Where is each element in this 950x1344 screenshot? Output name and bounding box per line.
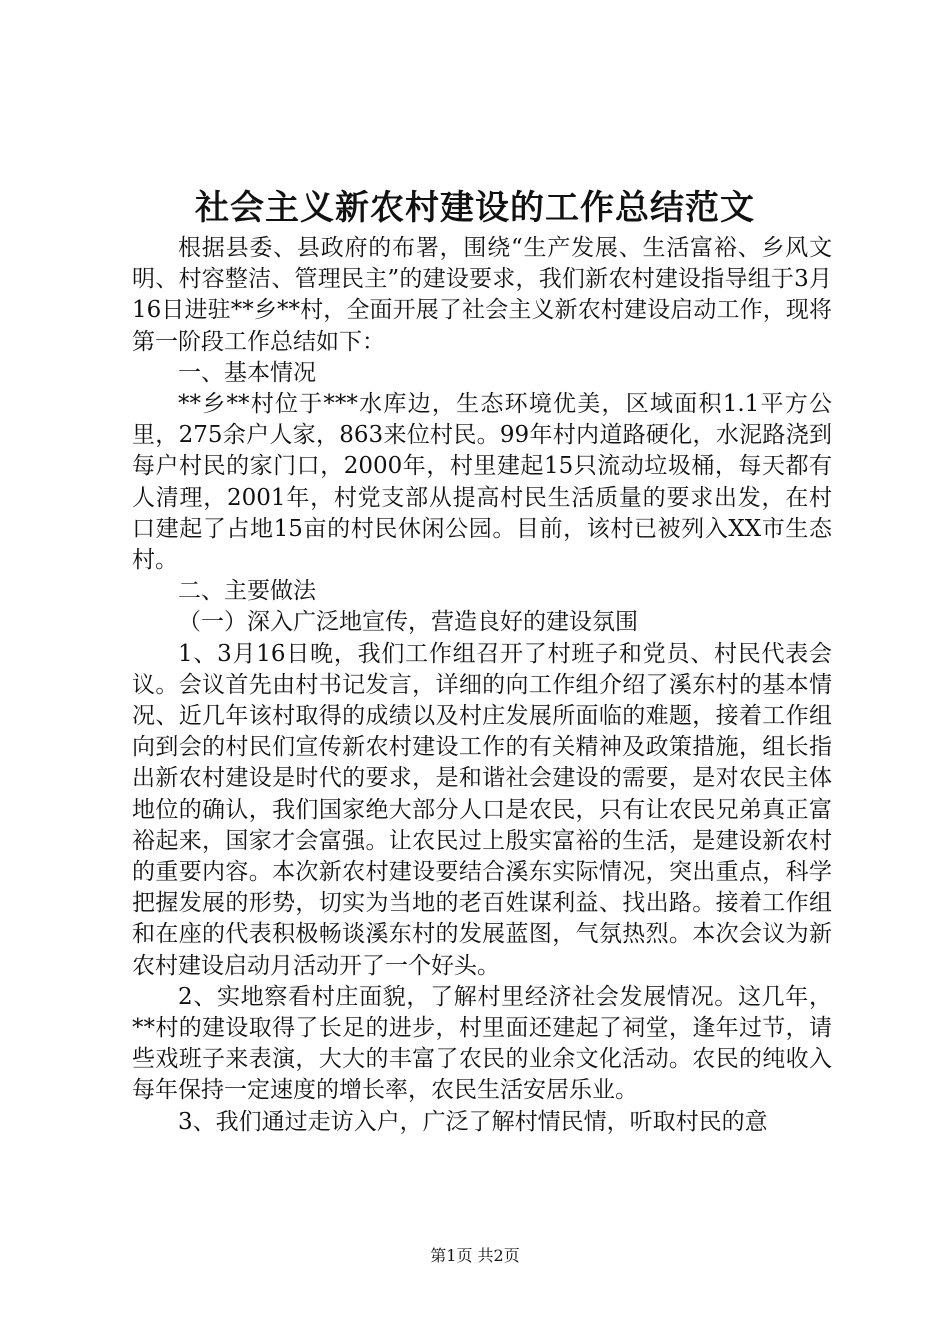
paragraph-visits: 3、我们通过走访入户，广泛了解村情民情，听取村民的意 (178, 1108, 768, 1135)
paragraph-inspection: 2、实地察看村庄面貌，了解村里经济社会发展情况。这几年，**村的建设取得了长足的进步，村里面还建起了祠堂，逢年过节，请些戏班子来表演，大大的丰富了农民的业余文化活动。农民的纯收入每年保持一定速度的增长率，农民生活安居乐业。 (132, 983, 832, 1104)
paragraph-intro: 根据县委、县政府的布署，围绕“生产发展、生活富裕、乡风文明、村容整洁、管理民主”的建设要求，我们新农村建设指导组于3月16日进驻**乡**村，全面开展了社会主义新农村建设启动工作，现将第一阶段工作总结如下： (132, 235, 832, 355)
paragraph-meeting: 1、3月16日晚，我们工作组召开了村班子和党员、村民代表会议。会议首先由村书记发言，详细的向工作组介绍了溪东村的基本情况、近几年该村取得的成绩以及村庄发展所面临的难题，接着工作组向到会的村民们宣传新农村建设工作的有关精神及政策措施，组长指出新农村建设是时代的要求，是和谐社会建设的需要，是对农民主体地位的确认，我们国家绝大部分人口是农民，只有让农民兄弟真正富裕起来，国家才会富强。让农民过上殷实富裕的生活，是建设新农村的重要内容。本次新农村建设要结合溪东实际情况，突出重点，科学把握发展的形势，切实为当地的老百姓谋利益、找出路。接着工作组和在座的代表积极畅谈溪东村的发展蓝图，气氛热烈。本次会议为新农村建设启动月活动开了一个好头。 (132, 640, 832, 979)
document-body (132, 233, 832, 1138)
subheading-publicity: （一）深入广泛地宣传，营造良好的建设氛围 (178, 609, 638, 636)
document-title: 社会主义新农村建设的工作总结范文 (195, 188, 755, 228)
page-number: 第1页 共2页 (430, 1246, 520, 1265)
heading-main-practices: 二、主要做法 (178, 578, 316, 605)
paragraph-basic-situation: **乡**村位于***水库边，生态环境优美，区域面积1.1平方公里，275余户人家，863来位村民。99年村内道路硬化，水泥路浇到每户村民的家门口，2000年，村里建起15只流动垃圾桶，每天都有人清理，2001年，村党支部从提高村民生活质量的要求出发，在村口建起了占地15亩的村民休闲公园。目前，该村已被列入XX市生态村。 (132, 391, 832, 574)
heading-basic-situation: 一、基本情况 (178, 359, 316, 386)
